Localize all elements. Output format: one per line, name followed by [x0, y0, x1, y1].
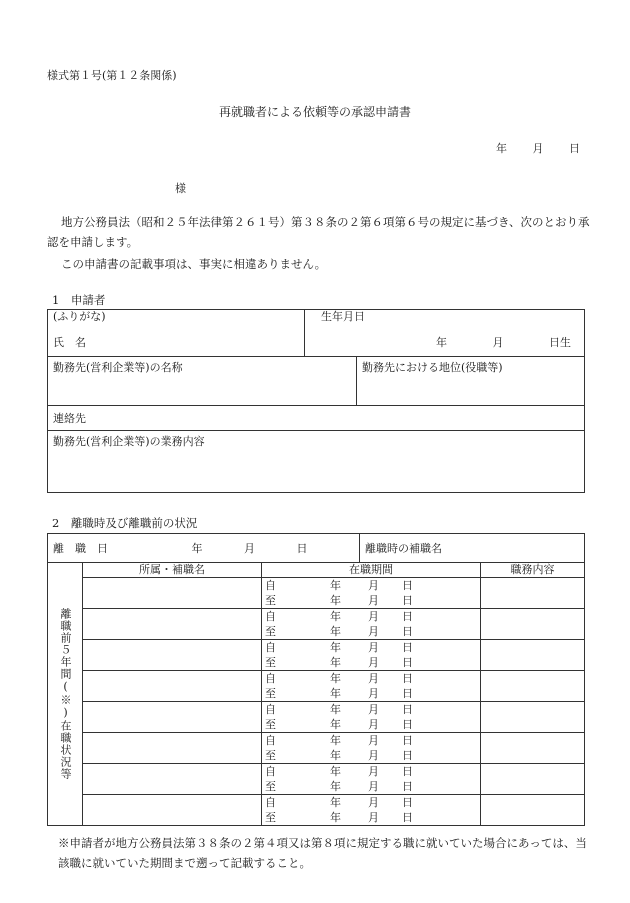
retirement-post-label: 離職時の補職名 — [365, 542, 442, 555]
history-duties-cell[interactable] — [481, 795, 585, 826]
from-label: 自 — [265, 703, 276, 716]
history-duties-cell[interactable] — [481, 671, 585, 702]
month-label: 月 — [368, 625, 379, 638]
year-label: 年 — [330, 749, 341, 762]
month-label: 月 — [368, 579, 379, 592]
birth-year-label: 年 — [436, 336, 447, 349]
history-duties-cell[interactable] — [481, 578, 585, 609]
furigana-label: (ふりがな) — [53, 310, 106, 323]
from-label: 自 — [265, 765, 276, 778]
retire-year-label: 年 — [191, 542, 203, 555]
month-label: 月 — [368, 656, 379, 669]
month-label: 月 — [368, 703, 379, 716]
year-label: 年 — [330, 594, 341, 607]
employer-business-cell[interactable] — [48, 431, 585, 493]
year-label: 年 — [330, 703, 341, 716]
year-label: 年 — [330, 796, 341, 809]
to-label: 至 — [265, 811, 276, 824]
retirement-post-cell[interactable] — [360, 534, 585, 563]
declaration-paragraph: この申請書の記載事項は、事実に相違ありません。 — [61, 257, 327, 271]
section-retirement-heading: 2 離職時及び離職前の状況 — [52, 516, 198, 530]
day-label: 日 — [402, 796, 413, 809]
from-label: 自 — [265, 796, 276, 809]
day-label: 日 — [402, 594, 413, 607]
retire-month-label: 月 — [244, 542, 255, 555]
year-label: 年 — [330, 780, 341, 793]
contact-cell[interactable] — [48, 406, 585, 431]
history-duties-cell[interactable] — [481, 764, 585, 795]
day-label: 日 — [402, 749, 413, 762]
history-duties-cell[interactable] — [481, 609, 585, 640]
document-title: 再就職者による依頼等の承認申請書 — [218, 105, 411, 119]
application-date[interactable] — [474, 140, 580, 156]
name-label: 氏 名 — [53, 336, 86, 349]
history-affiliation-cell[interactable] — [83, 702, 262, 733]
history-affiliation-cell[interactable] — [83, 733, 262, 764]
to-label: 至 — [265, 687, 276, 700]
year-label: 年 — [330, 672, 341, 685]
from-label: 自 — [265, 672, 276, 685]
applicant-table — [47, 309, 585, 493]
history-period-cell[interactable] — [262, 764, 481, 795]
history-period-cell[interactable] — [262, 702, 481, 733]
form-number: 様式第１号(第１２条関係) — [47, 69, 177, 82]
year-label: 年 — [330, 656, 341, 669]
col-period-header: 在職期間 — [262, 563, 481, 578]
history-affiliation-cell[interactable] — [83, 671, 262, 702]
date-month-label: 月 — [532, 142, 544, 155]
day-label: 日 — [402, 625, 413, 638]
section-applicant-heading: 1 申請者 — [52, 293, 106, 307]
year-label: 年 — [330, 718, 341, 731]
month-label: 月 — [368, 672, 379, 685]
to-label: 至 — [265, 780, 276, 793]
employer-business-label: 勤務先(営利企業等)の業務内容 — [53, 435, 205, 448]
col-duties-header: 職務内容 — [481, 563, 585, 578]
history-period-cell[interactable] — [262, 640, 481, 671]
day-label: 日 — [402, 579, 413, 592]
month-label: 月 — [368, 594, 379, 607]
from-label: 自 — [265, 610, 276, 623]
to-label: 至 — [265, 656, 276, 669]
addressee[interactable]: 様 — [175, 182, 186, 195]
day-label: 日 — [402, 672, 413, 685]
retirement-date-cell[interactable] — [48, 534, 360, 563]
employer-position-label: 勤務先における地位(役職等) — [362, 361, 503, 374]
from-label: 自 — [265, 641, 276, 654]
birthdate-label: 生年月日 — [321, 310, 365, 323]
birthdate-cell[interactable] — [305, 310, 585, 357]
day-label: 日 — [402, 687, 413, 700]
day-label: 日 — [402, 656, 413, 669]
day-label: 日 — [402, 703, 413, 716]
year-label: 年 — [330, 765, 341, 778]
to-label: 至 — [265, 625, 276, 638]
history-duties-cell[interactable] — [481, 702, 585, 733]
history-period-cell[interactable] — [262, 578, 481, 609]
from-label: 自 — [265, 579, 276, 592]
history-period-cell[interactable] — [262, 671, 481, 702]
year-label: 年 — [330, 811, 341, 824]
month-label: 月 — [368, 749, 379, 762]
month-label: 月 — [368, 780, 379, 793]
employer-position-cell[interactable] — [357, 357, 585, 406]
retire-day-label: 日 — [296, 542, 308, 555]
history-period-cell[interactable] — [262, 795, 481, 826]
col-affiliation-header: 所属・補職名 — [83, 563, 262, 578]
employer-name-label: 勤務先(営利企業等)の名称 — [53, 361, 183, 374]
day-label: 日 — [402, 610, 413, 623]
month-label: 月 — [368, 718, 379, 731]
date-year-label: 年 — [496, 142, 507, 155]
history-affiliation-cell[interactable] — [83, 764, 262, 795]
year-label: 年 — [330, 687, 341, 700]
name-cell[interactable] — [48, 310, 305, 357]
history-affiliation-cell[interactable] — [83, 640, 262, 671]
birth-day-label: 日生 — [549, 336, 571, 349]
year-label: 年 — [330, 579, 341, 592]
month-label: 月 — [368, 734, 379, 747]
year-label: 年 — [330, 734, 341, 747]
month-label: 月 — [368, 765, 379, 778]
year-label: 年 — [330, 625, 341, 638]
history-affiliation-cell[interactable] — [83, 578, 262, 609]
day-label: 日 — [402, 811, 413, 824]
history-duties-cell[interactable] — [481, 733, 585, 764]
month-label: 月 — [368, 687, 379, 700]
contact-label: 連絡先 — [53, 412, 86, 425]
retirement-date-label: 離 職 日 — [53, 542, 108, 555]
birth-month-label: 月 — [492, 336, 504, 349]
footnote: ※申請者が地方公務員法第３８条の２第４項又は第８項に規定する職に就いていた場合にあっては、当該職に就いていた期間まで遡って記載すること。 — [58, 836, 587, 870]
history-period-cell[interactable] — [262, 733, 481, 764]
intro-paragraph: 地方公務員法（昭和２５年法律第２６１号）第３８条の２第６項第６号の規定に基づき、次のとおり承認を申請します。 — [47, 215, 590, 249]
to-label: 至 — [265, 594, 276, 607]
month-label: 月 — [368, 610, 379, 623]
to-label: 至 — [265, 718, 276, 731]
history-period-cell[interactable] — [262, 609, 481, 640]
employer-name-cell[interactable] — [48, 357, 357, 406]
year-label: 年 — [330, 641, 341, 654]
day-label: 日 — [402, 765, 413, 778]
from-label: 自 — [265, 734, 276, 747]
retirement-table — [47, 533, 585, 826]
month-label: 月 — [368, 641, 379, 654]
history-duties-cell[interactable] — [481, 640, 585, 671]
employment-history-side-label: 離職前５年間(※)在職状況等 — [48, 563, 83, 826]
day-label: 日 — [402, 734, 413, 747]
month-label: 月 — [368, 811, 379, 824]
history-affiliation-cell[interactable] — [83, 609, 262, 640]
date-day-label: 日 — [569, 142, 580, 155]
history-affiliation-cell[interactable] — [83, 795, 262, 826]
to-label: 至 — [265, 749, 276, 762]
year-label: 年 — [330, 610, 341, 623]
day-label: 日 — [402, 641, 413, 654]
month-label: 月 — [368, 796, 379, 809]
day-label: 日 — [402, 780, 413, 793]
day-label: 日 — [402, 718, 413, 731]
